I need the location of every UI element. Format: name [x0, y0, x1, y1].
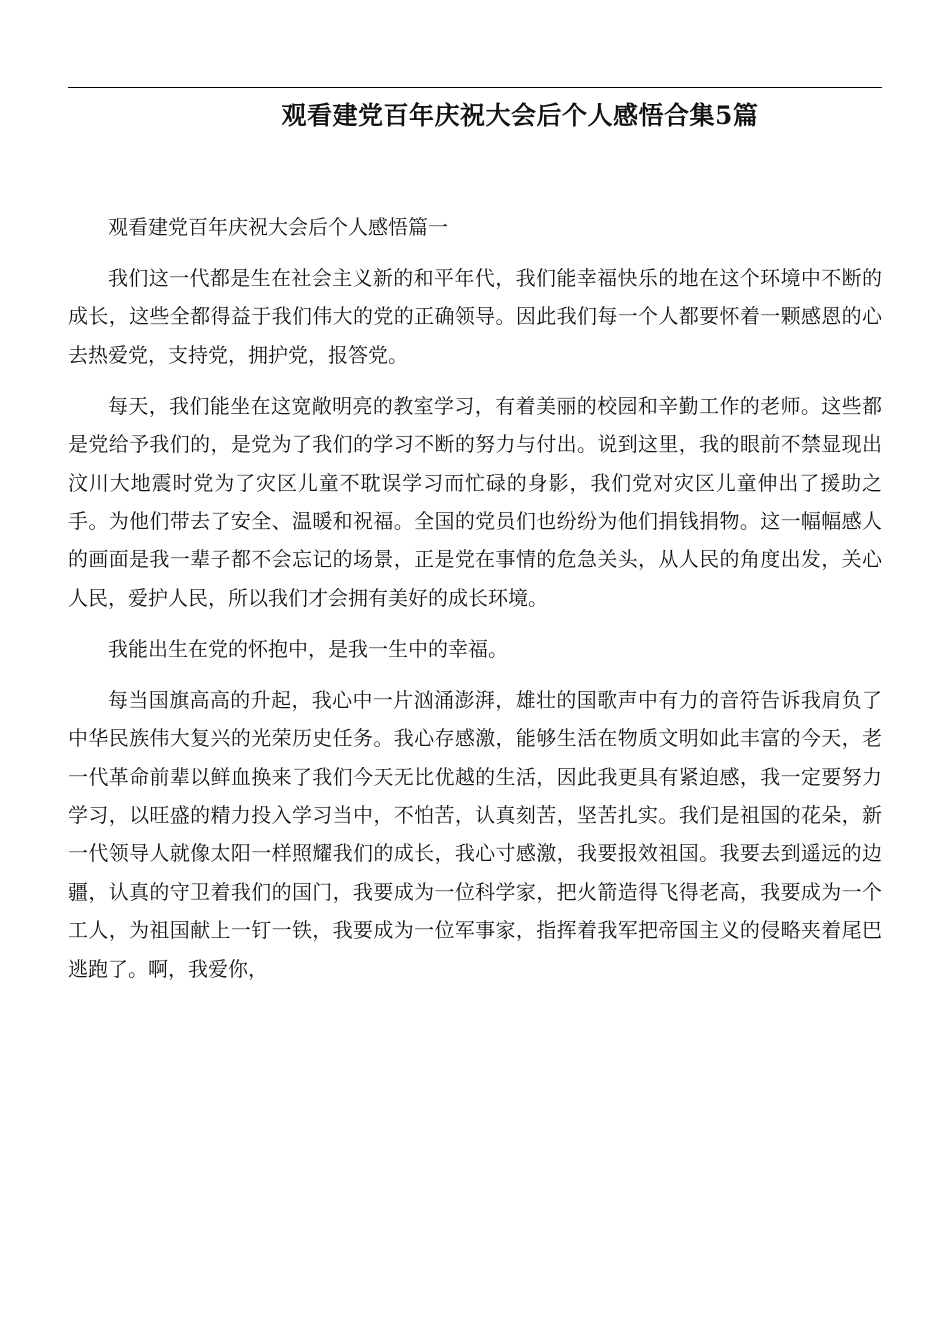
paragraph: 每当国旗高高的升起，我心中一片汹涌澎湃，雄壮的国歌声中有力的音符告诉我肩负了中华民族伟大复兴的光荣历史任务。我心存感激，能够生活在物质文明如此丰富的今天，老一代革命前辈以鲜血换来了我们今天无比优越的生活，因此我更具有紧迫感，我一定要努力学习，以旺盛的精力投入学习当中，不怕苦，认真刻苦，坚苦扎实。我们是祖国的花朵，新一代领导人就像太阳一样照耀我们的成长，我心寸感激，我要报效祖国。我要去到遥远的边疆，认真的守卫着我们的国门，我要成为一位科学家，把火箭造得飞得老高，我要成为一个工人，为祖国献上一钉一铁，我要成为一位军事家，指挥着我军把帝国主义的侵略夹着尾巴逃跑了。啊，我爱你，	[68, 687, 882, 981]
document-body	[68, 208, 882, 1001]
header-rule	[68, 87, 882, 88]
section-heading: 观看建党百年庆祝大会后个人感悟篇一	[108, 215, 448, 239]
paragraph: 每天，我们能坐在这宽敞明亮的教室学习，有着美丽的校园和辛勤工作的老师。这些都是党给予我们的，是党为了我们的学习不断的努力与付出。说到这里，我的眼前不禁显现出汶川大地震时党为了灾区儿童不耽误学习而忙碌的身影，我们党对灾区儿童伸出了援助之手。为他们带去了安全、温暖和祝福。全国的党员们也纷纷为他们捐钱捐物。这一幅幅感人的画面是我一辈子都不会忘记的场景，正是党在事情的危急关头，从人民的角度出发，关心人民，爱护人民，所以我们才会拥有美好的成长环境。	[68, 393, 882, 610]
paragraph: 我们这一代都是生在社会主义新的和平年代，我们能幸福快乐的地在这个环境中不断的成长，这些全都得益于我们伟大的党的正确领导。因此我们每一个人都要怀着一颗感恩的心去热爱党，支持党，拥护党，报答党。	[68, 266, 882, 367]
document-title: 观看建党百年庆祝大会后个人感悟合集5篇	[281, 101, 759, 130]
paragraph: 我能出生在党的怀抱中，是我一生中的幸福。	[108, 636, 508, 661]
